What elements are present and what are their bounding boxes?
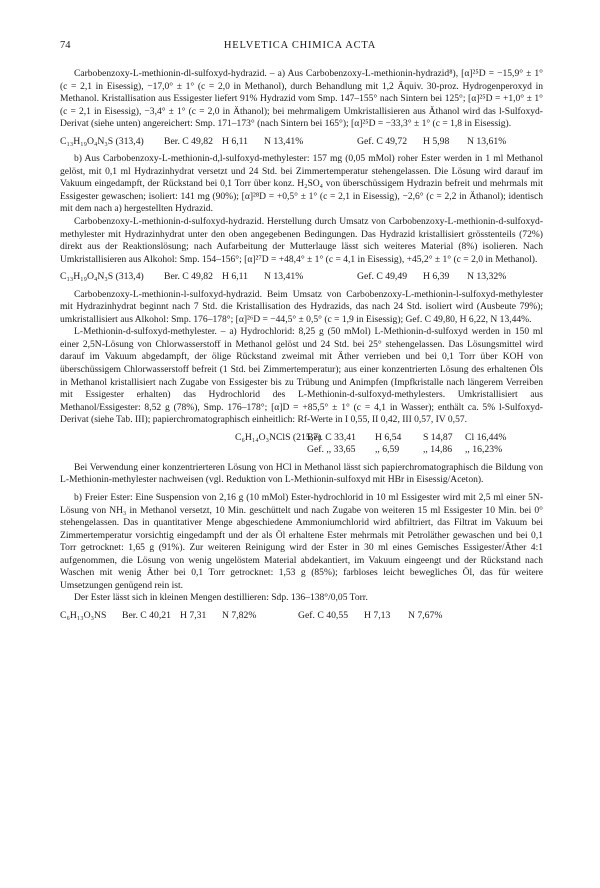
paragraph-variant-b: b) Aus Carbobenzoxy-L-methionin-d,l-sulfoxyd-methylester: 157 mg (0,05 mMol) roher Ester werden in 1 ml Methanol gelöst, mit 0,1 ml Hydrazinhydrat versetzt und 24 Std. bei Zimmertemperatur stehengelassen. Die Lösung wird darauf im Vakuum eingedampft, der Rückstand bei 0,1 Torr über konz. H₂SO₄ von überschüssigem Hydrazin befreit und mehrmals mit Essigester gewaschen; isoliert: 141 mg (90%); [α]²⁸D = +0,5° ± 1° (c = 2,1 in Eisessig), −2,6° (c = 2,2 in Äthanol); identisch mit dem nach a) hergestellten Hydrazid. <box>60 153 543 215</box>
analysis-gef-row <box>235 444 543 457</box>
analysis-ber-c: Ber. C 33,41 <box>307 431 356 443</box>
paragraph-freier-ester: b) Freier Ester: Eine Suspension von 2,16 g (10 mMol) Ester-hydrochlorid in 10 ml Essigester wird mit 2,5 ml einer 5N-Lösung von NH₃ in Methanol versetzt, 10 Min. geschüttelt und nach Zugabe von weiteren 15 ml Essigester 10 Min. bei 0° stehengelassen. Das in quantitativer Menge abgeschiedene Ammoniumchlorid wird abfiltriert, das Filtrat im Vakuum bei Zimmertemperatur vorsichtig eingedampft und der als Öl erhaltene Ester mehrmals mit Petroläther gewaschen und bei 0,1 Torr getrocknet: 1,65 g (91%). Zur weiteren Reinigung wird der Ester in 30 ml eines Gemisches Essigester/Äther 4:1 aufgenommen, die Lösung von wenig ungelöstem Material abdekantiert, im Vakuum eingeengt und der Rückstand nach Waschen mit wenig Äther bei 0,1 Torr getrocknet: 1,53 g (85%); farbloses leicht bewegliches Öl, das für weitere Umsetzungen genügend rein ist. <box>60 491 543 591</box>
analysis-ber-h: H 6,11 <box>222 135 249 147</box>
analysis-ber-h: H 6,54 <box>375 431 402 443</box>
analysis-gef-h: ,, 6,59 <box>375 444 400 456</box>
analysis-ber-n: N 13,41% <box>264 271 304 283</box>
analysis-ber-h: H 6,11 <box>222 271 249 283</box>
paragraph-destillation: Der Ester lässt sich in kleinen Mengen destillieren: Sdp. 136–138°/0,05 Torr. <box>74 592 368 604</box>
analysis-line-2 <box>60 271 543 284</box>
analysis-formula: C₆H₁₄O₃NClS (215,7) <box>235 431 322 443</box>
paragraph-hcl-note: Bei Verwendung einer konzentrierteren Lösung von HCl in Methanol lässt sich papierchromatographisch die Bildung von L-Methionin-methylester nachweisen (vgl. Reduktion von L-Methionin-sulfoxyd mit HBr in Eisessig/Aceton). <box>60 461 543 486</box>
analysis-gef-cl: ,, 16,23% <box>465 444 503 456</box>
analysis-gef-c: Gef. C 49,49 <box>357 271 408 283</box>
analysis-line-1 <box>60 136 543 149</box>
analysis-ber-c: Ber. C 49,82 <box>164 271 213 283</box>
paragraph-hydrazid-dl: Carbobenzoxy-L-methionin-dl-sulfoxyd-hydrazid. – a) Aus Carbobenzoxy-L-methionin-hydrazid⁸), [α]²⁵D = −15,9° ± 1° (c = 2,1 in Eisessig), −17,0° ± 1° (c = 2,0 in Methanol), durch Behandlung mit 1,2 Äquiv. 30-proz. Hydrogenperoxyd in Methanol. Kristallisation aus Essigester liefert 91% Hydrazid vom Smp. 147–155° nach Sintern bei 125°; [α]²⁵D = +1,0° ± 1° (c = 2,1 in Eisessig), −3,4° ± 1° (c = 2,0 in Äthanol); bei mehrmaligem Umkristallisieren aus Äthanol wird das l-Sulfoxyd-Derivat (siehe unten) angereichert: Smp. 171–173° (nach Sintern bei 165°); [α]²⁵D = −33,3° ± 1° (c = 1,8 in Eisessig). <box>60 68 543 130</box>
analysis-gef-h: H 6,39 <box>423 271 450 283</box>
analysis-gef-c: Gef. ,, 33,65 <box>307 444 356 456</box>
page-number: 74 <box>60 40 71 51</box>
analysis-block-3 <box>235 432 543 457</box>
analysis-gef-c: Gef. C 49,72 <box>357 135 408 147</box>
journal-title: HELVETICA CHIMICA ACTA <box>223 40 377 51</box>
paragraph-hydrazid-l: Carbobenzoxy-L-methionin-l-sulfoxyd-hydrazid. Beim Umsatz von Carbobenzoxy-L-methionin-l-sulfoxyd-methylester mit Hydrazinhydrat beginnt nach 7 Std. die Kristallisation des Hydrazids, das nach 24 Std. isoliert wird (Ausbeute 79%); umkristallisiert aus Alkohol: Smp. 176–178°; [α]²⁶D = −44,5° ± 0,5° (c = 1,9 in Eisessig); Gef. C 49,80, H 6,22, N 13,44%. <box>60 288 543 325</box>
analysis-ber-c: Ber. C 49,82 <box>164 135 213 147</box>
analysis-formula: C₁₃H₁₉O₄N₃S (313,4) <box>60 271 144 283</box>
analysis-formula: C₁₃H₁₉O₄N₃S (313,4) <box>60 135 144 147</box>
analysis-ber-cl: Cl 16,44% <box>465 431 507 443</box>
analysis-ber-s: S 14,87 <box>423 431 453 443</box>
analysis-ber-n: N 13,41% <box>264 135 304 147</box>
paragraph-methylester: L-Methionin-d-sulfoxyd-methylester. – a) Hydrochlorid: 8,25 g (50 mMol) L-Methionin-d-sulfoxyd werden in 150 ml einer 2,5N-Lösung von Chlorwasserstoff in Methanol gelöst und 24 Std. bei 25° stehengelassen. Das Lösungsmittel wird darauf im Vakuum abgedampft, der ölige Rückstand zweimal mit Äther verrieben und bei 0,1 Torr über KOH von überschüssigem Chlorwasserstoff befreit (1 Std. bei Zimmertemperatur); aus einer konzentrierten Lösung des erhaltenen Öls in Methanol kristallisiert nach Zugabe von Essigester bis zu Trübung und Animpfen (Impfkristalle nach längerem Verreiben mit Essigester erhalten) das Hydrochlorid des L-Methionin-d-sulfoxyd-methylesters. Umkristallisiert aus Methanol/Essigester: 8,52 g (78%), Smp. 176–178°; [α]D = +85,5° ± 1° (c = 4,1 in Wasser); enthält ca. 5% l-Sulfoxyd-Derivat (siehe Tab. III); papierchromatographisch einheitlich: Rf-Werte in I 0,55, II 0,42, III 0,57, IV 0,57. <box>60 326 543 426</box>
analysis-gef-h: H 7,13 <box>364 609 391 621</box>
analysis-ber-c: Ber. C 40,21 <box>122 609 171 621</box>
analysis-ber-h: H 7,31 <box>180 609 207 621</box>
analysis-gef-h: H 5,98 <box>423 135 450 147</box>
analysis-formula: C₆H₁₃O₃NS <box>60 609 107 621</box>
paragraph-hydrazid-d: Carbobenzoxy-L-methionin-d-sulfoxyd-hydrazid. Herstellung durch Umsatz von Carbobenzoxy-L-methionin-d-sulfoxyd-methylester mit Hydrazinhydrat unter den oben angegebenen Bedingungen. Das Hydrazid kristallisiert grösstenteils (72%) direkt aus der Reaktionslösung; nach Aufarbeitung der Mutterlauge lässt sich weiteres Material (8%) isolieren. Nach Umkristallisieren aus Alkohol: Smp. 154–156°; [α]²⁷D = +48,4° ± 1° (c = 4,1 in Eisessig), +45,2° ± 1° (c = 2,0 in Methanol). <box>60 216 543 265</box>
analysis-ber-n: N 7,82% <box>222 609 257 621</box>
analysis-gef-n: N 7,67% <box>408 609 443 621</box>
analysis-ber-row <box>235 432 543 445</box>
analysis-formula-spacer <box>235 444 307 457</box>
analysis-gef-n: N 13,61% <box>467 135 507 147</box>
analysis-line-4 <box>60 610 543 623</box>
article-body <box>60 68 543 622</box>
running-header <box>60 40 540 56</box>
analysis-gef-c: Gef. C 40,55 <box>298 609 349 621</box>
analysis-gef-s: ,, 14,86 <box>423 444 453 456</box>
analysis-gef-n: N 13,32% <box>467 271 507 283</box>
